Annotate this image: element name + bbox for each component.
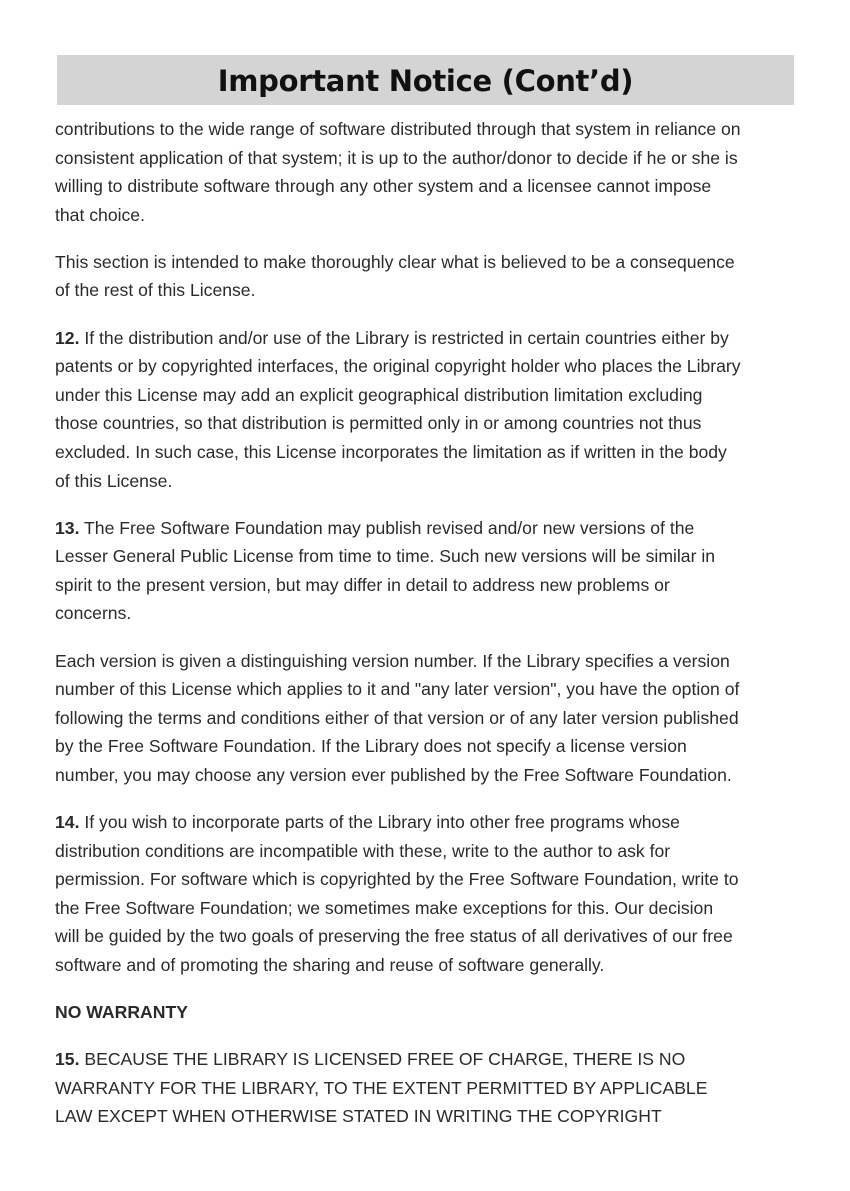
text-line: that choice.: [55, 204, 145, 225]
text-line: under this License may add an explicit geographical distribution limitation excluding: [55, 384, 703, 405]
page-title: Important Notice (Cont’d): [217, 64, 634, 98]
text-fragment: If the distribution and/or use of the Library is restricted in certain countries either by: [79, 327, 729, 348]
text-line: WARRANTY FOR THE LIBRARY, TO THE EXTENT PERMITTED BY APPLICABLE: [55, 1077, 708, 1098]
text-line: by the Free Software Foundation. If the Library does not specify a license version: [55, 736, 687, 757]
page-header-bar: [57, 55, 794, 105]
clause-number: 15.: [55, 1049, 80, 1070]
text-fragment: If you wish to incorporate parts of the Library into other free programs whose: [79, 811, 680, 832]
text-line: consistent application of that system; it is up to the author/donor to decide if he or she is: [55, 147, 738, 168]
paragraph-clause-14: [55, 808, 800, 980]
text-line: Lesser General Public License from time to time. Such new versions will be similar in: [55, 546, 716, 567]
section-heading-no-warranty: NO WARRANTY: [55, 1002, 188, 1023]
text-line: those countries, so that distribution is permitted only in or among countries not thus: [55, 413, 702, 434]
text-line: patents or by copyrighted interfaces, the original copyright holder who places the Library: [55, 356, 741, 377]
text-line: concerns.: [55, 603, 132, 624]
text-line: LAW EXCEPT WHEN OTHERWISE STATED IN WRITING THE COPYRIGHT: [55, 1106, 662, 1127]
text-line: distribution conditions are incompatible with these, write to the author to ask for: [55, 840, 671, 861]
text-line: spirit to the present version, but may differ in detail to address new problems or: [55, 574, 670, 595]
text-line: [55, 808, 800, 837]
paragraph-clause-12: [55, 324, 800, 496]
text-line: of the rest of this License.: [55, 280, 256, 301]
text-line: [55, 1045, 800, 1074]
text-line: [55, 514, 800, 543]
paragraph-section-intent: [55, 248, 800, 305]
paragraph-version-numbers: [55, 647, 800, 790]
text-line: will be guided by the two goals of preserving the free status of all derivatives of our free: [55, 926, 733, 947]
text-line: [55, 324, 800, 353]
clause-number: 13.: [55, 517, 80, 538]
clause-number: 12.: [55, 327, 80, 348]
text-line: This section is intended to make thoroughly clear what is believed to be a consequence: [55, 251, 735, 272]
text-line: of this License.: [55, 470, 173, 491]
text-line: contributions to the wide range of software distributed through that system in reliance on: [55, 119, 741, 139]
text-fragment: BECAUSE THE LIBRARY IS LICENSED FREE OF CHARGE, THERE IS NO: [79, 1049, 686, 1070]
paragraph-clause-15: [55, 1045, 800, 1131]
text-line: software and of promoting the sharing and reuse of software generally.: [55, 954, 605, 975]
paragraph-continuation: [55, 115, 800, 229]
text-line: the Free Software Foundation; we sometimes make exceptions for this. Our decision: [55, 897, 714, 918]
text-line: excluded. In such case, this License incorporates the limitation as if written in the body: [55, 441, 727, 462]
text-line: number, you may choose any version ever published by the Free Software Foundation.: [55, 764, 732, 785]
text-line: number of this License which applies to it and "any later version", you have the option of: [55, 679, 740, 700]
text-line: following the terms and conditions either of that version or of any later version published: [55, 707, 739, 728]
clause-number: 14.: [55, 811, 80, 832]
text-line: Each version is given a distinguishing version number. If the Library specifies a version: [55, 650, 730, 671]
text-line: willing to distribute software through any other system and a licensee cannot impose: [55, 176, 712, 197]
paragraph-clause-13: [55, 514, 800, 628]
text-line: permission. For software which is copyrighted by the Free Software Foundation, write to: [55, 869, 739, 890]
document-body: [55, 115, 800, 1149]
text-fragment: The Free Software Foundation may publish revised and/or new versions of the: [79, 517, 695, 538]
